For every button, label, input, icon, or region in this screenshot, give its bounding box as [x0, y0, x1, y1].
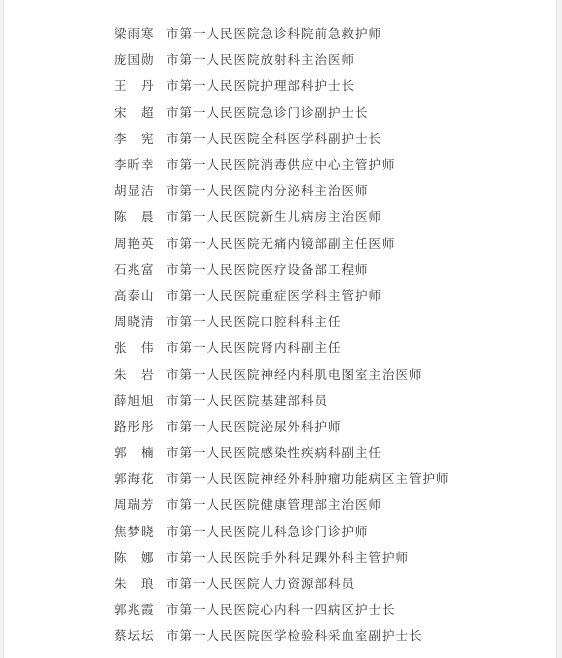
list-item	[114, 544, 450, 570]
person-role: 市第一人民医院内分泌科主治医师	[166, 183, 369, 199]
list-item	[114, 570, 450, 596]
list-item	[114, 230, 450, 256]
person-role: 市第一人民医院医疗设备部工程师	[166, 261, 369, 277]
person-role: 市第一人民医院口腔科科主任	[166, 314, 342, 330]
document-page	[4, 0, 556, 658]
person-name: 郭海花	[114, 471, 155, 487]
person-name: 陈 晨	[114, 209, 155, 225]
honoree-list	[114, 20, 450, 649]
person-role: 市第一人民医院心内科一四病区护士长	[166, 602, 396, 618]
person-role: 市第一人民医院急诊门诊副护士长	[166, 104, 369, 120]
person-name: 陈 娜	[114, 549, 155, 565]
person-role: 市第一人民医院急诊科院前急救护师	[166, 26, 383, 42]
person-name: 高泰山	[114, 287, 155, 303]
person-name: 郭兆霞	[114, 602, 155, 618]
person-role: 市第一人民医院神经外科肿瘤功能病区主管护师	[166, 471, 450, 487]
list-item	[114, 360, 450, 386]
person-name: 李昕幸	[114, 157, 155, 173]
person-name: 张 伟	[114, 340, 155, 356]
person-name: 周艳英	[114, 235, 155, 251]
person-role: 市第一人民医院护理部科护士长	[166, 78, 356, 94]
person-role: 市第一人民医院医学检验科采血室副护士长	[166, 628, 423, 644]
person-name: 焦梦晓	[114, 523, 155, 539]
person-name: 宋 超	[114, 104, 155, 120]
list-item	[114, 203, 450, 229]
person-role: 市第一人民医院无痛内镜部副主任医师	[166, 235, 396, 251]
list-item	[114, 125, 450, 151]
list-item	[114, 439, 450, 465]
list-item	[114, 518, 450, 544]
person-role: 市第一人民医院手外科足踝外科主管护师	[166, 549, 410, 565]
list-item	[114, 413, 450, 439]
person-name: 朱 岩	[114, 366, 155, 382]
list-item	[114, 99, 450, 125]
list-item	[114, 46, 450, 72]
list-item	[114, 177, 450, 203]
person-name: 郭 楠	[114, 445, 155, 461]
person-name: 石兆富	[114, 261, 155, 277]
person-role: 市第一人民医院消毒供应中心主管护师	[166, 157, 396, 173]
person-role: 市第一人民医院重症医学科主管护师	[166, 287, 383, 303]
list-item	[114, 491, 450, 517]
person-name: 庞国勋	[114, 52, 155, 68]
person-name: 周晓清	[114, 314, 155, 330]
list-item	[114, 622, 450, 648]
list-item	[114, 256, 450, 282]
person-role: 市第一人民医院人力资源部科员	[166, 576, 356, 592]
list-item	[114, 334, 450, 360]
list-item	[114, 596, 450, 622]
person-name: 胡显洁	[114, 183, 155, 199]
list-item	[114, 387, 450, 413]
list-item	[114, 20, 450, 46]
list-item	[114, 151, 450, 177]
person-role: 市第一人民医院放射科主治医师	[166, 52, 356, 68]
person-role: 市第一人民医院健康管理部主治医师	[166, 497, 383, 513]
person-role: 市第一人民医院泌尿外科护师	[166, 418, 342, 434]
list-item	[114, 282, 450, 308]
person-name: 王 丹	[114, 78, 155, 94]
person-name: 薛旭旭	[114, 392, 155, 408]
person-name: 路彤彤	[114, 418, 155, 434]
person-role: 市第一人民医院新生儿病房主治医师	[166, 209, 383, 225]
person-role: 市第一人民医院全科医学科副护士长	[166, 130, 383, 146]
person-role: 市第一人民医院儿科急诊门诊护师	[166, 523, 369, 539]
person-name: 朱 琅	[114, 576, 155, 592]
person-role: 市第一人民医院肾内科副主任	[166, 340, 342, 356]
list-item	[114, 308, 450, 334]
person-name: 周瑞芳	[114, 497, 155, 513]
person-name: 蔡坛坛	[114, 628, 155, 644]
person-role: 市第一人民医院基建部科员	[166, 392, 329, 408]
person-name: 李 宪	[114, 130, 155, 146]
list-item	[114, 465, 450, 491]
list-item	[114, 72, 450, 98]
person-role: 市第一人民医院神经内科肌电图室主治医师	[166, 366, 423, 382]
person-role: 市第一人民医院感染性疾病科副主任	[166, 445, 383, 461]
person-name: 梁雨寒	[114, 26, 155, 42]
